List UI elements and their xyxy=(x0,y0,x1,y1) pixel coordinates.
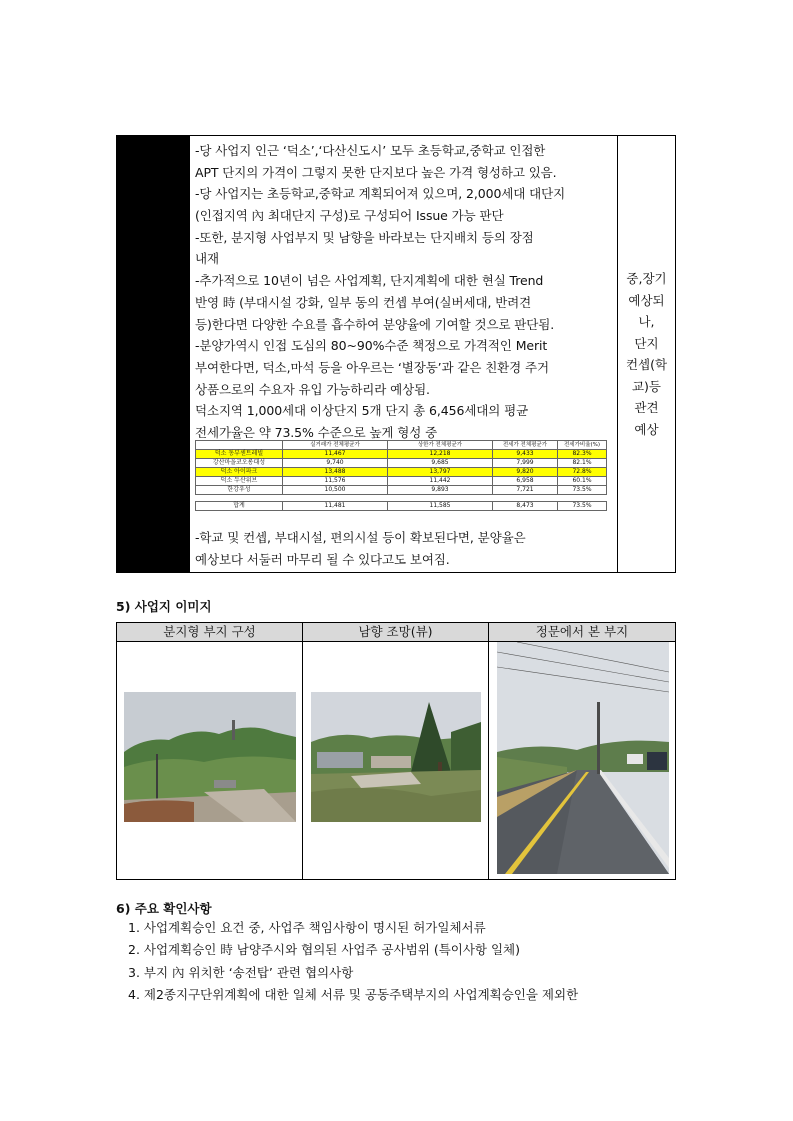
analysis-table xyxy=(116,135,676,573)
summary-line: 덕소지역 1,000세대 이상단지 5개 단지 총 6,456세대의 평균 xyxy=(195,403,529,419)
summary-line: 반영 時 (부대시설 강화, 일부 동의 컨셉 부여(실버세대, 반려견 xyxy=(195,294,532,310)
summary-line: (인접지역 內 최대단지 구성)로 구성되어 Issue 가능 판단 xyxy=(195,208,504,224)
basin-site-photo xyxy=(124,692,296,822)
section5-title: 5) 사업지 이미지 xyxy=(116,599,212,614)
table-spacer xyxy=(196,495,607,502)
remark-text: 중,장기 예상되 나, 단지 컨셉(학 교)등 관견 예상 xyxy=(625,271,668,437)
remark-cell xyxy=(617,136,675,572)
conclusion-line: -학교 및 컨셉, 부대시설, 편의시설 등이 확보된다면, 분양율은 xyxy=(195,530,526,545)
image-header: 정문에서 본 부지 xyxy=(489,623,675,642)
table-row: 강산마을코오롱대성 9,740 9,685 7,999 82.1% xyxy=(196,459,607,468)
table-row: 한강우성 10,500 9,893 7,721 73.5% xyxy=(196,486,607,495)
table-row: 덕소 아이파크 13,488 13,797 9,820 72.8% xyxy=(196,468,607,477)
list-item: 1. 사업계획승인 요건 중, 사업주 책임사항이 명시된 허가일체서류 xyxy=(128,920,486,935)
check-list xyxy=(128,917,578,1006)
section6-title: 6) 주요 확인사항 xyxy=(116,901,212,916)
table-total-row: 합계 11,481 11,585 8,473 73.5% xyxy=(196,502,607,511)
summary-line: 부여한다면, 덕소,마석 등을 아우르는 ‘별장동’과 같은 친환경 주거 xyxy=(195,359,549,375)
summary-line: 전세가율은 약 73.5% 수준으로 높게 형성 중 xyxy=(195,424,438,440)
summary-line: -추가적으로 10년이 넘은 사업계획, 단지계획에 대한 현실 Trend xyxy=(195,273,544,289)
price-table xyxy=(195,440,607,511)
list-item: 4. 제2종지구단위계획에 대한 일체 서류 및 공동주택부지의 사업계획승인을 제외한 xyxy=(128,986,579,1002)
category-cell xyxy=(117,136,189,572)
list-item: 2. 사업계획승인 時 남양주시와 협의된 사업주 공사범위 (특이사항 일체) xyxy=(128,942,520,958)
summary-line: -당 사업지는 초등학교,중학교 계획되어져 있으며, 2,000세대 대단지 xyxy=(195,186,566,202)
gate-view-photo xyxy=(497,642,669,874)
summary-line: -분양가역시 인접 도심의 80~90%수준 책정으로 가격적인 Merit xyxy=(195,338,548,354)
summary-line: -또한, 분지형 사업부지 및 남향을 바라보는 단지배치 등의 장점 xyxy=(195,229,534,245)
conclusion-line: 예상보다 서둘러 마무리 될 수 있다고도 보여짐. xyxy=(195,551,450,567)
summary-line: 상품으로의 수요자 유입 가능하리라 예상됨. xyxy=(195,381,430,397)
table-row: 덕소 동부센트레빌 11,467 12,218 9,433 82.3% xyxy=(196,450,607,459)
site-image-table xyxy=(116,622,676,880)
summary-line: -당 사업지 인근 ‘덕소’,‘다산신도시’ 모두 초등학교,중학교 인접한 xyxy=(195,143,546,158)
image-header: 분지형 부지 구성 xyxy=(117,623,302,642)
summary-line: APT 단지의 가격이 그렇지 못한 단지보다 높은 가격 형성하고 있음. xyxy=(195,164,557,180)
table-row: 덕소 두산위브 11,576 11,442 6,958 60.1% xyxy=(196,477,607,486)
price-table-header: 실거래가 전체평균가 상한가 전체평균가 전세가 전체평균가 전세가비율(%) xyxy=(196,441,607,450)
summary-line: 등)한다면 다양한 수요를 흡수하여 분양율에 기여할 것으로 판단됨. xyxy=(195,316,555,332)
image-column-basin xyxy=(117,623,303,879)
summary-line: 내재 xyxy=(195,251,219,267)
image-column-gate-view xyxy=(489,623,675,879)
image-column-south-view xyxy=(303,623,489,879)
analysis-text-cell xyxy=(189,136,617,572)
list-item: 3. 부지 內 위치한 ‘송전탑’ 관련 협의사항 xyxy=(128,964,354,980)
conclusion-paragraph xyxy=(195,527,618,570)
south-view-photo xyxy=(311,692,481,822)
summary-paragraph xyxy=(195,140,618,444)
image-header: 남향 조망(뷰) xyxy=(303,623,488,642)
